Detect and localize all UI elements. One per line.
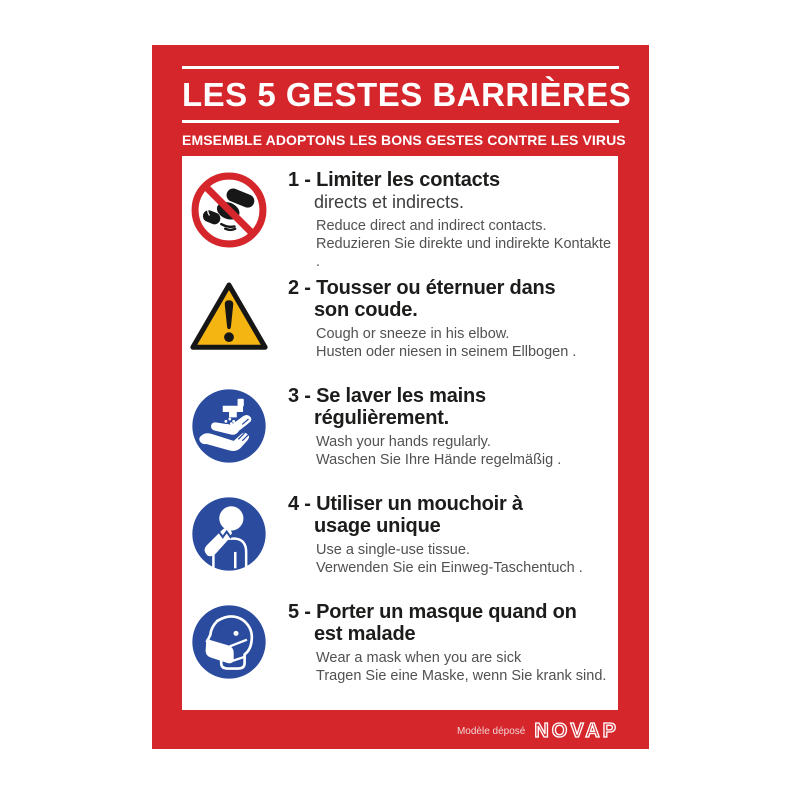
single-use-tissue-mandatory-icon (182, 493, 276, 601)
french-title: 2 - Tousser ou éternuer dans (288, 277, 556, 299)
french-title: 3 - Se laver les mains (288, 385, 486, 407)
french-title-wrap: usage unique (314, 515, 441, 537)
english-translation: Reduce direct and indirect contacts. (316, 218, 547, 234)
divider (182, 66, 619, 69)
barrier-item-5 (182, 601, 618, 709)
divider (182, 120, 619, 123)
poster-title: LES 5 GESTES BARRIÈRES (182, 76, 632, 113)
french-title-wrap: directs et indirects. (314, 192, 465, 212)
registered-model-label: Modèle déposé (456, 725, 526, 737)
french-title: 1 - Limiter les contacts (288, 169, 500, 191)
german-translation: Verwenden Sie ein Einweg-Taschentuch . (316, 560, 583, 576)
german-translation: Tragen Sie eine Maske, wenn Sie krank sind. (316, 668, 607, 684)
poster-subtitle: EMSEMBLE ADOPTONS LES BONS GESTES CONTRE LES VIRUS (182, 132, 626, 148)
no-handshake-prohibition-icon (182, 169, 276, 277)
novap-logo: NOVAP (534, 720, 619, 742)
french-title-wrap: son coude. (314, 299, 418, 321)
french-title: 5 - Porter un masque quand on (288, 601, 577, 623)
english-translation: Wash your hands regularly. (316, 434, 491, 450)
poster-body (182, 156, 618, 710)
barrier-text-4 (276, 493, 618, 601)
warning-triangle-icon (182, 277, 276, 385)
barrier-text-5 (276, 601, 618, 709)
english-translation: Wear a mask when you are sick (316, 650, 522, 666)
barrier-text-2 (276, 277, 618, 385)
barrier-item-1 (182, 169, 618, 277)
wash-hands-mandatory-icon (182, 385, 276, 493)
wear-mask-mandatory-icon (182, 601, 276, 709)
barrier-gestures-poster (152, 45, 649, 749)
barrier-item-4 (182, 493, 618, 601)
french-title: 4 - Utiliser un mouchoir à (288, 493, 523, 515)
german-translation: Reduzieren Sie direkte und indirekte Kontakte . (316, 236, 612, 270)
german-translation: Husten oder niesen in seinem Ellbogen . (316, 344, 577, 360)
english-translation: Use a single-use tissue. (316, 542, 470, 558)
german-translation: Waschen Sie Ihre Hände regelmäßig . (316, 452, 562, 468)
french-title-wrap: régulièrement. (314, 407, 450, 429)
barrier-item-3 (182, 385, 618, 493)
english-translation: Cough or sneeze in his elbow. (316, 326, 510, 342)
barrier-text-1 (276, 169, 618, 277)
barrier-item-2 (182, 277, 618, 385)
poster-footer (457, 721, 619, 741)
french-title-wrap: est malade (314, 623, 416, 645)
barrier-text-3 (276, 385, 618, 493)
